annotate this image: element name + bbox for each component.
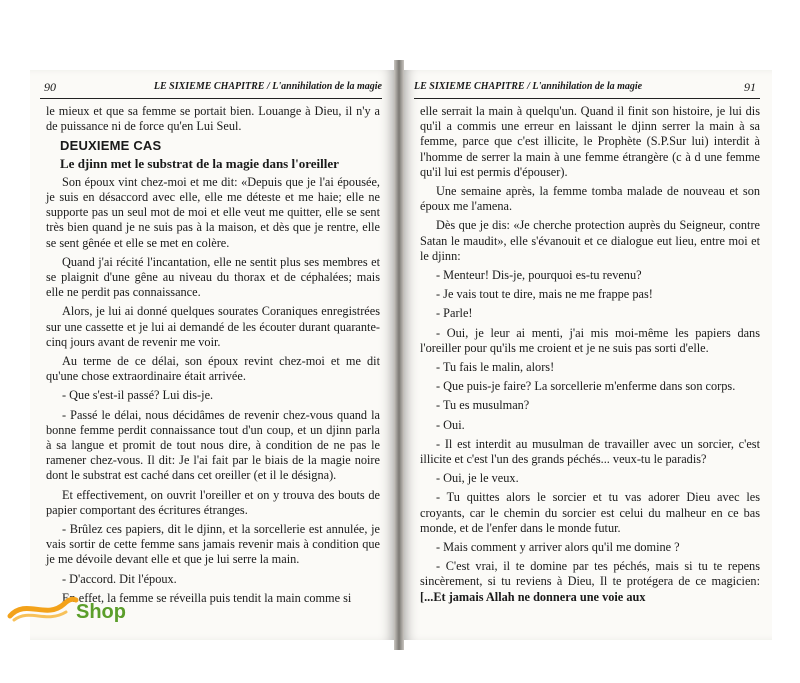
paragraph: - Je vais tout te dire, mais ne me frappe pas!	[436, 287, 653, 302]
paragraph: - Oui, je le veux.	[436, 471, 519, 486]
paragraph: Au terme de ce délai, son époux revint chez-moi et me dit qu'une chose extraordinaire était arrivée.	[46, 354, 380, 384]
paragraph: Une semaine après, la femme tomba malade de nouveau et son époux me l'amena.	[420, 184, 760, 214]
paragraph: - Tu fais le malin, alors!	[436, 360, 555, 375]
paragraph: - Brûlez ces papiers, dit le djinn, et la sorcellerie est annulée, je vais sortir de cette femme sans jamais revenir mais à condition que je me dévoile devant elle et que je lui serre la main.	[46, 522, 380, 567]
paragraph-text: - C'est vrai, il te domine par tes péchés, mais si tu te repens sincèrement, si tu reviens à Dieu, Il te protégera de ce magicien:	[420, 559, 760, 589]
right-page-text	[420, 104, 760, 609]
paragraph: - Mais comment y arriver alors qu'il me domine ?	[436, 540, 680, 555]
paragraph: - Oui.	[436, 417, 465, 432]
logo-text: Shop	[76, 601, 126, 623]
right-page-header	[414, 80, 760, 99]
right-page	[404, 70, 772, 640]
paragraph: elle serrait la main à quelqu'un. Quand il finit son histoire, je lui dis qu'il a commis une erreur en laissant le djinn serrer la main à sa femme, parce que c'est illicite, le Prophète (S.P.Sur lui) interdit à l'homme de serrer la main à une femme étrangère (c à d une femme qu'il lui est permis d'épouser).	[420, 104, 760, 179]
left-page-number: 90	[44, 80, 56, 94]
right-page-number: 91	[744, 80, 756, 94]
right-running-header: LE SIXIEME CHAPITRE / L'annihilation de la magie	[414, 81, 643, 92]
paragraph: - Passé le délai, nous décidâmes de revenir chez-vous quand la bonne femme perdit connaissance tout d'un coup, et un djinn parla à sa langue et promit de tout nous dire, à condition de ne pas le ramener chez-vous. Il dit: Je l'ai fait par le biais de la magie noire dont le substrat est caché dans cet oreiller (et il le désigna).	[46, 407, 380, 483]
subsection-title: Le djinn met le substrat de la magie dans l'oreiller	[60, 155, 339, 171]
quran-quote: [...Et jamais Allah ne donnera une voie aux	[420, 589, 646, 604]
book-gutter	[394, 60, 404, 650]
paragraph: - Que s'est-il passé? Lui dis-je.	[62, 388, 214, 403]
left-page	[30, 70, 394, 640]
shop-logo	[6, 590, 136, 628]
paragraph: Et effectivement, on ouvrit l'oreiller et on y trouva des bouts de papier comportant des écritures étranges.	[46, 487, 380, 517]
paragraph: - Que puis-je faire? La sorcellerie m'enferme dans son corps.	[436, 379, 736, 394]
paragraph: Alors, je lui ai donné quelques sourates Coraniques enregistrées sur une cassette et je lui ai demandé de les écouter durant quarante-cinq jours avant de revenir me voir.	[46, 304, 380, 349]
paragraph: - Tu es musulman?	[436, 398, 530, 413]
paragraph-with-quote	[420, 559, 760, 605]
paragraph: Dès que je dis: «Je cherche protection auprès du Seigneur, contre Satan le maudit», elle s'évanouit et ce dialogue eut lieu, entre moi et le djinn:	[420, 218, 760, 263]
logo-swoosh-tail	[14, 612, 66, 620]
paragraph: Quand j'ai récité l'incantation, elle ne sentit plus ses membres et se plaignit d'une gêne au niveau du thorax et de céphalées; mais elle ne perdit pas connaissance.	[46, 254, 380, 300]
paragraph: - Parle!	[436, 306, 473, 321]
left-running-header: LE SIXIEME CHAPITRE / L'annihilation de la magie	[153, 81, 382, 92]
left-page-text	[46, 104, 380, 610]
paragraph: - Il est interdit au musulman de travailler avec un sorcier, c'est illicite et c'est l'un des grands péchés... veux-tu le paradis?	[420, 436, 760, 467]
section-title: DEUXIEME CAS	[60, 138, 162, 154]
paragraph: - D'accord. Dit l'époux.	[62, 571, 177, 586]
paragraph: - Tu quittes alors le sorcier et tu vas adorer Dieu avec les croyants, car le chemin du sorcier est celui du malheur en ce bas monde, et de l'enfer dans le monde futur.	[420, 490, 760, 535]
paragraph: le mieux et que sa femme se portait bien. Louange à Dieu, il n'y a de puissance ni de force qu'en Lui Seul.	[46, 104, 380, 134]
paragraph: En effet, la femme se réveilla puis tendit la main comme si	[62, 590, 352, 605]
paragraph: - Oui, je leur ai menti, j'ai mis moi-même les papiers dans l'oreiller pour qu'ils me croient et je ne suis pas sorti d'elle.	[420, 325, 760, 355]
paragraph: Son époux vint chez-moi et me dit: «Depuis que je l'ai épousée, je suis en désaccord avec elle, elle me déteste et me haie; elle ne supporte pas un seul mot de moi et elle veut me quitter, elle se sent très bien quand je ne suis pas à la maison, et dès que je rentre, elle se sent gênée et elle se met en colère.	[46, 174, 380, 250]
paragraph: - Menteur! Dis-je, pourquoi es-tu revenu?	[436, 268, 642, 283]
left-page-header	[40, 80, 382, 99]
